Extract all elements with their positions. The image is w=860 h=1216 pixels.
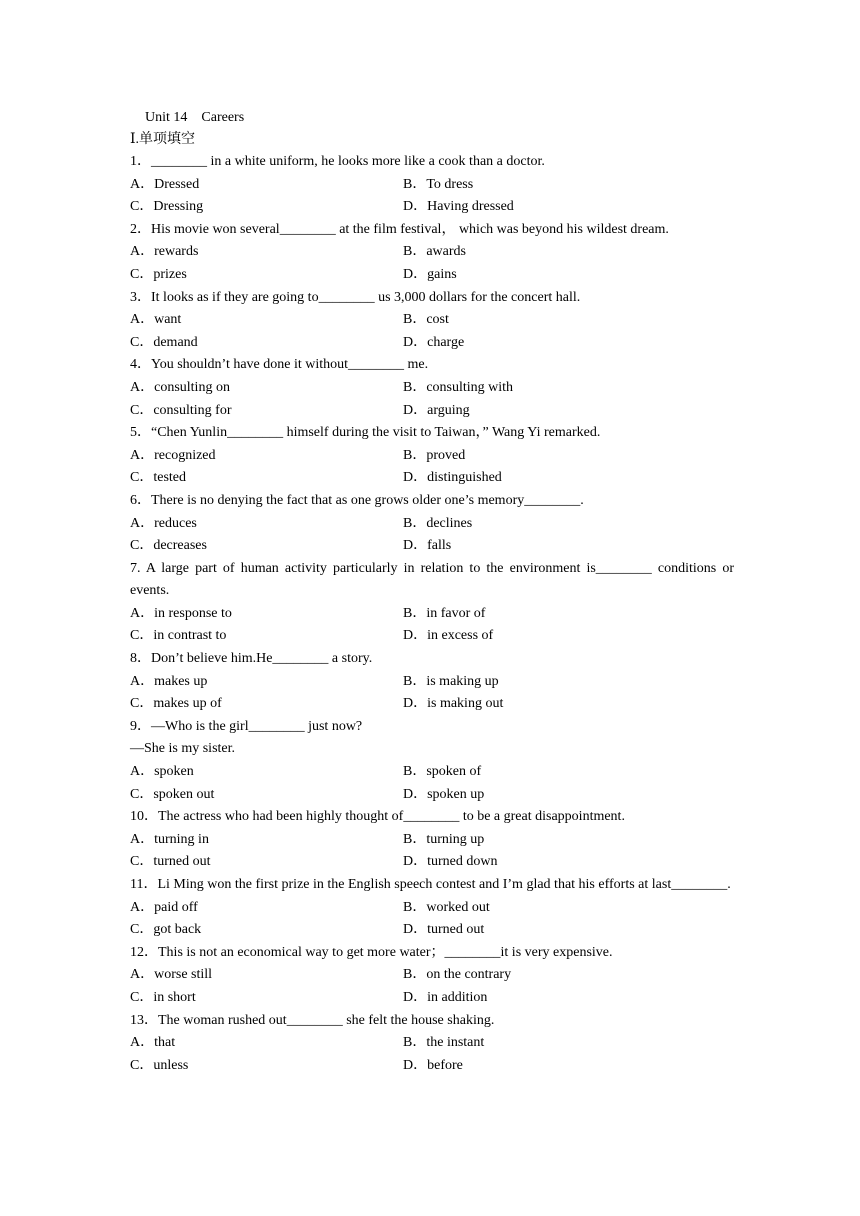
option-c: C．got back (130, 922, 202, 938)
option-c: C．turned out (130, 854, 211, 870)
question-9 (130, 716, 734, 806)
option-a: A．paid off (130, 899, 198, 915)
question-12 (130, 942, 734, 1010)
option-list (130, 761, 734, 806)
option-c: C．spoken out (130, 786, 215, 802)
question-6 (130, 490, 734, 558)
option-list (130, 377, 734, 422)
option-d: D．spoken up (403, 786, 485, 802)
option-d: D．in addition (403, 989, 488, 1005)
question-stem: 7. A large part of human activity particularly in relation to the environment is________ conditions or events. (130, 560, 734, 599)
question-2 (130, 219, 734, 287)
option-d: D．arguing (403, 402, 470, 418)
option-list (130, 309, 734, 354)
option-a: A．turning in (130, 831, 209, 847)
option-b: B．proved (403, 447, 466, 463)
question-stem: 4．You shouldn’t have done it without________ me. (130, 357, 429, 373)
option-list (130, 671, 734, 716)
question-stem: 10．The actress who had been highly thought of________ to be a great disappointment. (130, 809, 625, 825)
option-list (130, 174, 734, 219)
question-8 (130, 648, 734, 716)
question-10 (130, 806, 734, 874)
option-b: B．turning up (403, 831, 485, 847)
option-list (130, 964, 734, 1009)
question-13 (130, 1010, 734, 1078)
option-d: D．charge (403, 334, 465, 350)
option-list (130, 829, 734, 874)
option-c: C．prizes (130, 266, 187, 282)
option-d: D．gains (403, 266, 457, 282)
option-c: C．decreases (130, 538, 207, 554)
option-a: A．consulting on (130, 379, 230, 395)
option-d: D．turned out (403, 922, 485, 938)
worksheet (130, 107, 734, 1077)
question-11 (130, 874, 734, 942)
question-4 (130, 354, 734, 422)
question-stem: 1．________ in a white uniform, he looks more like a cook than a doctor. (130, 154, 545, 169)
question-stem: 13．The woman rushed out________ she felt the house shaking. (130, 1012, 495, 1028)
question-stem: 6．There is no denying the fact that as one grows older one’s memory________. (130, 492, 584, 508)
question-stem: 5．“Chen Yunlin________ himself during the visit to Taiwan，” Wang Yi remarked. (130, 425, 601, 441)
option-d: D．turned down (403, 854, 498, 870)
option-c: C．unless (130, 1057, 189, 1073)
question-stem: 11．Li Ming won the first prize in the English speech contest and I’m glad that his efforts at last________. (130, 877, 731, 892)
option-c: C．consulting for (130, 402, 232, 418)
option-b: B．consulting with (403, 379, 514, 395)
question-7 (130, 558, 734, 648)
option-a: A．makes up (130, 673, 208, 689)
option-c: C．demand (130, 334, 198, 350)
option-d: D．distinguished (403, 470, 502, 486)
option-c: C．Dressing (130, 199, 204, 215)
option-b: B．is making up (403, 673, 499, 689)
question-list (130, 151, 734, 1077)
option-b: B．awards (403, 244, 466, 260)
question-stem: 8．Don’t believe him.He________ a story. (130, 651, 373, 667)
question-reply: —She is my sister. (130, 741, 236, 757)
question-stem: 9．—Who is the girl________ just now? (130, 718, 363, 734)
option-b: B．spoken of (403, 764, 482, 780)
option-c: C．in short (130, 989, 196, 1005)
question-stem: 12．This is not an economical way to get more water；________it is very expensive. (130, 944, 613, 960)
option-a: A．worse still (130, 967, 213, 983)
option-c: C．in contrast to (130, 628, 227, 644)
question-stem: 3．It looks as if they are going to________ us 3,000 dollars for the concert hall. (130, 289, 581, 305)
unit-title: Unit 14 Careers (145, 110, 245, 125)
option-b: B．on the contrary (403, 967, 512, 983)
option-a: A．rewards (130, 244, 199, 260)
option-a: A．in response to (130, 605, 232, 621)
option-c: C．makes up of (130, 696, 222, 712)
option-list (130, 1032, 734, 1077)
option-a: A．recognized (130, 447, 216, 463)
option-b: B．worked out (403, 899, 490, 915)
option-d: D．before (403, 1057, 463, 1073)
option-a: A．reduces (130, 515, 197, 531)
option-b: B．declines (403, 515, 473, 531)
option-d: D．in excess of (403, 628, 494, 644)
option-b: B．cost (403, 312, 449, 328)
option-b: B．the instant (403, 1035, 485, 1051)
option-b: B．in favor of (403, 605, 486, 621)
option-b: B．To dress (403, 176, 474, 192)
option-a: A．spoken (130, 764, 194, 780)
option-d: D．Having dressed (403, 199, 514, 215)
question-stem: 2．His movie won several________ at the film festival， which was beyond his wildest dream. (130, 221, 669, 237)
question-1 (130, 151, 734, 219)
option-d: D．is making out (403, 696, 504, 712)
option-list (130, 241, 734, 286)
option-a: A．want (130, 312, 182, 328)
option-c: C．tested (130, 470, 186, 486)
option-list (130, 513, 734, 558)
option-list (130, 445, 734, 490)
option-list (130, 603, 734, 648)
option-d: D．falls (403, 538, 452, 554)
question-3 (130, 287, 734, 355)
section-title: Ⅰ.单项填空 (130, 132, 196, 147)
question-5 (130, 422, 734, 490)
option-list (130, 897, 734, 942)
option-a: A．that (130, 1035, 176, 1051)
option-a: A．Dressed (130, 176, 200, 192)
